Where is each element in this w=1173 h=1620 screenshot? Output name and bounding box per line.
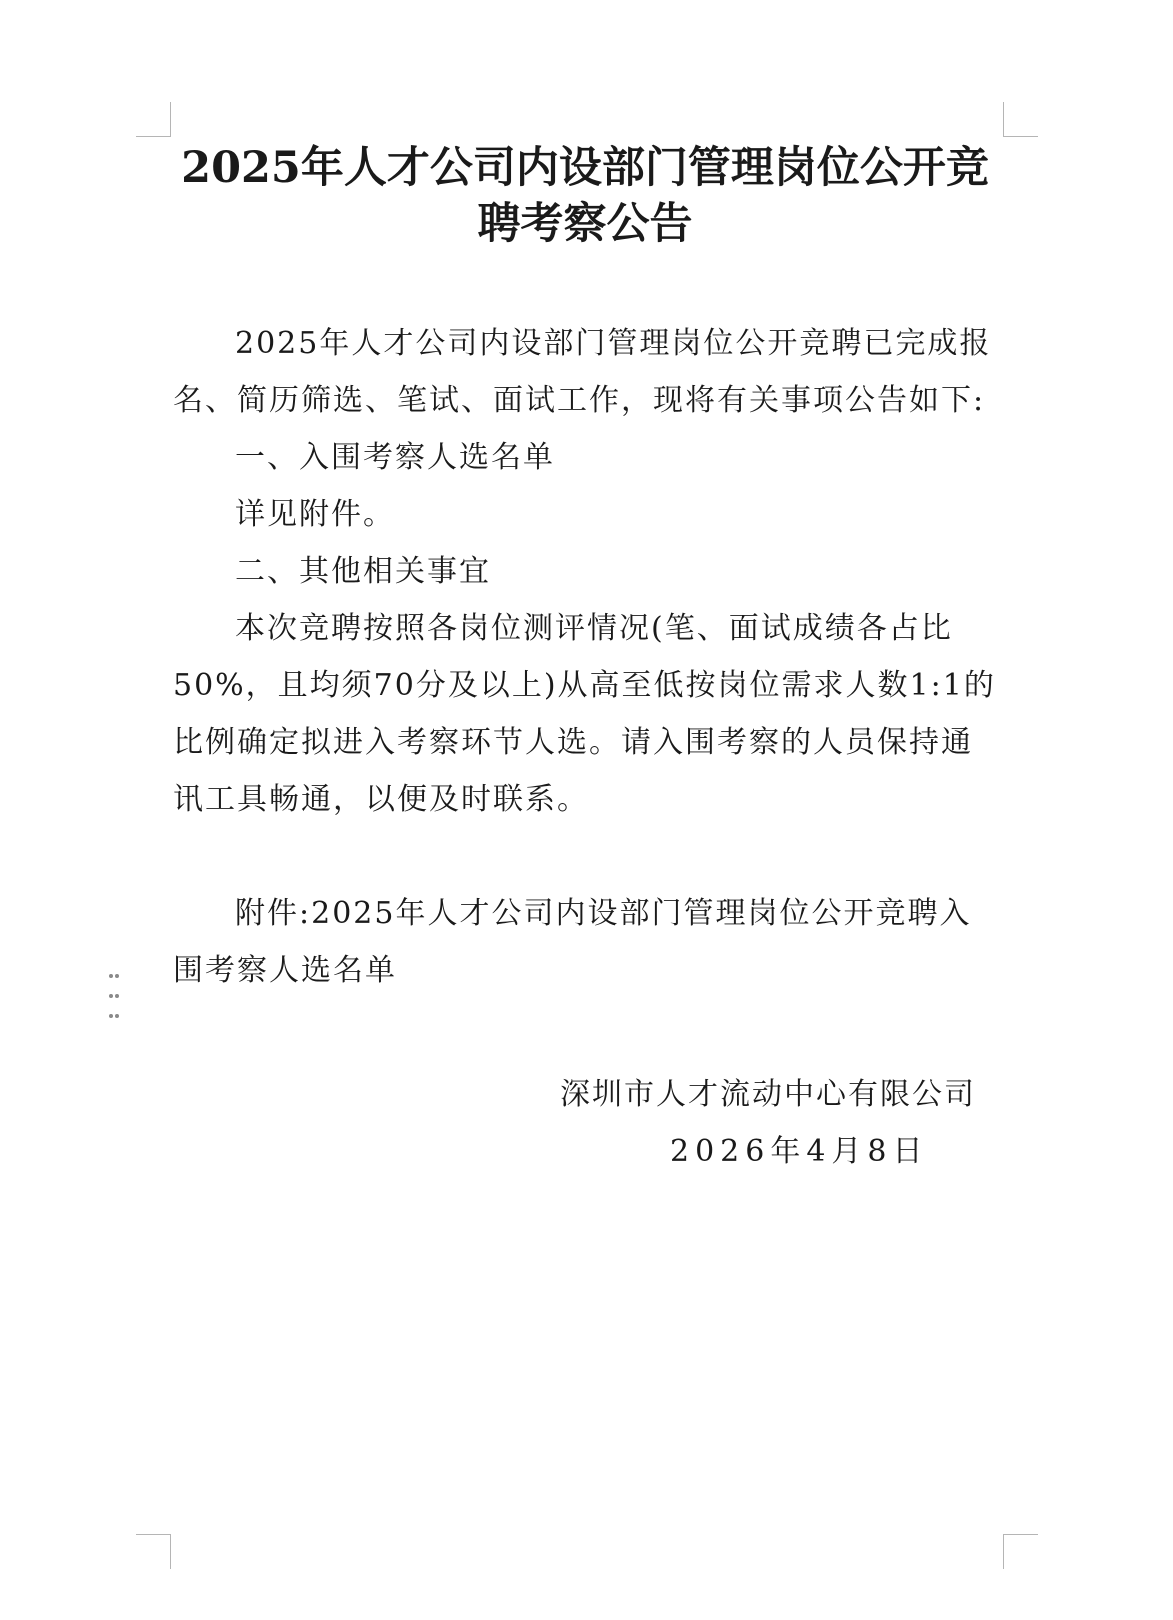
paragraph-see-attachment: 详见附件。: [235, 497, 395, 532]
signature-block: [560, 1066, 980, 1180]
crop-mark-top-left: [136, 102, 171, 137]
crop-mark-bottom-left: [136, 1534, 171, 1569]
crop-mark-bottom-right: [1003, 1534, 1038, 1569]
attachment-note: 附件:2025年人才公司内设部门管理岗位公开竞聘入围考察人选名单: [173, 896, 972, 988]
paragraph-details: 本次竞聘按照各岗位测评情况(笔、面试成绩各占比50%，且均须70分及以上)从高至低按岗位需求人数1:1的比例确定拟进入考察环节人选。请入围考察的人员保持通讯工具畅通，以便及时联系。: [173, 611, 996, 817]
document-title: 2025年人才公司内设部门管理岗位公开竞聘考察公告: [181, 143, 989, 249]
section-heading-1: 一、入围考察人选名单: [235, 440, 555, 475]
section-heading-2: 二、其他相关事宜: [235, 554, 491, 589]
paragraph-intro: 2025年人才公司内设部门管理岗位公开竞聘已完成报名、简历筛选、笔试、面试工作，现将有关事项公告如下:: [173, 326, 992, 418]
signature-organization: 深圳市人才流动中心有限公司: [560, 1077, 976, 1112]
drag-handle-icon[interactable]: [108, 964, 122, 984]
crop-mark-top-right: [1003, 102, 1038, 137]
document-body: [173, 315, 1003, 999]
signature-date: 2026年4月8日: [670, 1134, 929, 1169]
